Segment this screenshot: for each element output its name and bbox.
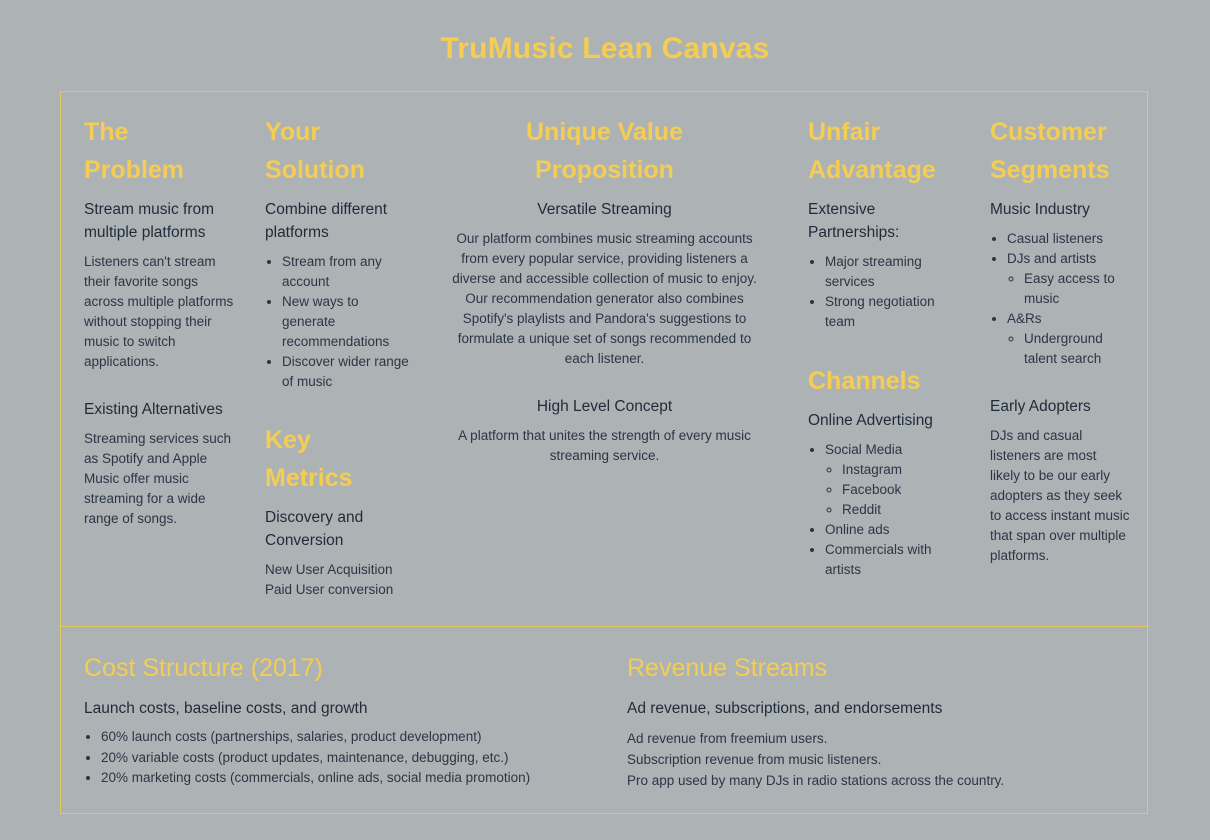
solution-heading-line1: Your (265, 118, 321, 146)
list-item: ◦ Instagram (842, 460, 958, 480)
key-metrics-subhead: Discovery and Conversion (265, 509, 364, 549)
key-metrics-section (265, 421, 425, 600)
customer-segments-list (990, 229, 1130, 369)
problem-heading (84, 113, 234, 189)
list-item: • 20% variable costs (product updates, maintenance, debugging, etc.) (101, 748, 604, 769)
revenue-streams-section (627, 649, 1127, 791)
key-metrics-heading-line2: Metrics (265, 464, 353, 492)
uvp-heading-line2: Proposition (535, 156, 674, 184)
channels-section (808, 362, 958, 580)
list-item (1007, 249, 1130, 309)
list-item: • Stream from any account (282, 252, 415, 292)
solution-subhead: Combine different platforms (265, 201, 388, 241)
uvp-section (447, 113, 762, 466)
cost-structure-heading: Cost Structure (2017) (84, 654, 323, 682)
key-metrics-heading (265, 421, 425, 497)
page-title: TruMusic Lean Canvas (440, 32, 770, 65)
customer-segments-heading-line2: Segments (990, 156, 1110, 184)
solution-list (265, 252, 415, 392)
solution-heading-line2: Solution (265, 156, 365, 184)
cost-structure-section (84, 649, 604, 789)
revenue-streams-heading: Revenue Streams (627, 654, 828, 682)
cost-structure-subhead: Launch costs, baseline costs, and growth (84, 700, 368, 717)
social-media-label: Social Media (825, 442, 903, 457)
list-item: ◦ Reddit (842, 500, 958, 520)
solution-section (265, 113, 415, 392)
alternatives-body: Streaming services such as Spotify and Apple Music offer music streaming for a wide range of songs. (84, 431, 232, 526)
ar-sublist (1007, 329, 1130, 369)
list-item: ◦ Underground talent search (1024, 329, 1130, 369)
alternatives-subhead: Existing Alternatives (84, 401, 223, 418)
djs-sublist (1007, 269, 1130, 309)
list-item: • 20% marketing costs (commercials, online ads, social media promotion) (101, 768, 604, 789)
unfair-advantage-list (808, 252, 958, 332)
section-divider (60, 626, 1148, 627)
unfair-advantage-section (808, 113, 958, 332)
list-item: • Major streaming services (825, 252, 958, 292)
list-item: • Commercials with artists (825, 540, 958, 580)
revenue-line-2: Subscription revenue from music listeners. (627, 752, 882, 767)
list-item: • 60% launch costs (partnerships, salaries, product development) (101, 727, 604, 748)
uvp-body: Our platform combines music streaming accounts from every popular service, providing listeners a diverse and accessible collection of music to enjoy. Our recommendation generator also combines Spotify's playlists and Pandora's suggestions to formulate a unique set of songs recommended to each listener. (452, 231, 757, 366)
concept-body: A platform that unites the strength of every music streaming service. (458, 428, 751, 463)
revenue-line-1: Ad revenue from freemium users. (627, 731, 828, 746)
customer-segments-section (990, 113, 1130, 566)
social-media-sublist (825, 460, 958, 520)
concept-subhead: High Level Concept (536, 398, 673, 415)
solution-heading (265, 113, 415, 189)
unfair-advantage-heading (808, 113, 958, 189)
channels-list (808, 440, 958, 580)
list-item: • Casual listeners (1007, 229, 1130, 249)
uvp-heading (447, 113, 762, 189)
list-item: • Discover wider range of music (282, 352, 415, 392)
uvp-heading-line1: Unique Value (526, 118, 683, 146)
list-item: ◦ Facebook (842, 480, 958, 500)
customer-segments-heading (990, 113, 1130, 189)
list-item (1007, 309, 1130, 369)
list-item: ◦ Easy access to music (1024, 269, 1130, 309)
customer-segments-heading-line1: Customer (990, 118, 1107, 146)
key-metrics-line2: Paid User conversion (265, 582, 394, 597)
problem-heading-line2: Problem (84, 156, 185, 184)
problem-heading-line1: The (84, 118, 129, 146)
key-metrics-heading-line1: Key (265, 426, 311, 454)
list-item: • Strong negotiation team (825, 292, 958, 332)
revenue-line-3: Pro app used by many DJs in radio stations across the country. (627, 773, 1005, 788)
unfair-advantage-heading-line2: Advantage (808, 156, 936, 184)
unfair-advantage-heading-line1: Unfair (808, 118, 881, 146)
uvp-subhead: Versatile Streaming (537, 201, 672, 218)
cost-structure-list (84, 727, 604, 789)
unfair-advantage-subhead: Extensive Partnerships: (808, 201, 900, 241)
djs-label: DJs and artists (1007, 251, 1097, 266)
ar-label: A&Rs (1007, 311, 1042, 326)
list-item: • New ways to generate recommendations (282, 292, 415, 352)
list-item (825, 440, 958, 520)
list-item: • Online ads (825, 520, 958, 540)
early-adopters-subhead: Early Adopters (990, 398, 1091, 415)
early-adopters-body: DJs and casual listeners are most likely to be our early adopters as they seek to access instant music that span over multiple platforms. (990, 428, 1130, 563)
key-metrics-line1: New User Acquisition (265, 562, 393, 577)
channels-subhead: Online Advertising (808, 412, 933, 429)
revenue-streams-subhead: Ad revenue, subscriptions, and endorsements (627, 700, 943, 717)
problem-body: Listeners can't stream their favorite songs across multiple platforms without stopping their music to switch applications. (84, 254, 234, 369)
customer-segments-subhead: Music Industry (990, 201, 1090, 218)
problem-subhead: Stream music from multiple platforms (84, 201, 215, 241)
channels-heading: Channels (808, 367, 921, 395)
problem-section (84, 113, 234, 529)
